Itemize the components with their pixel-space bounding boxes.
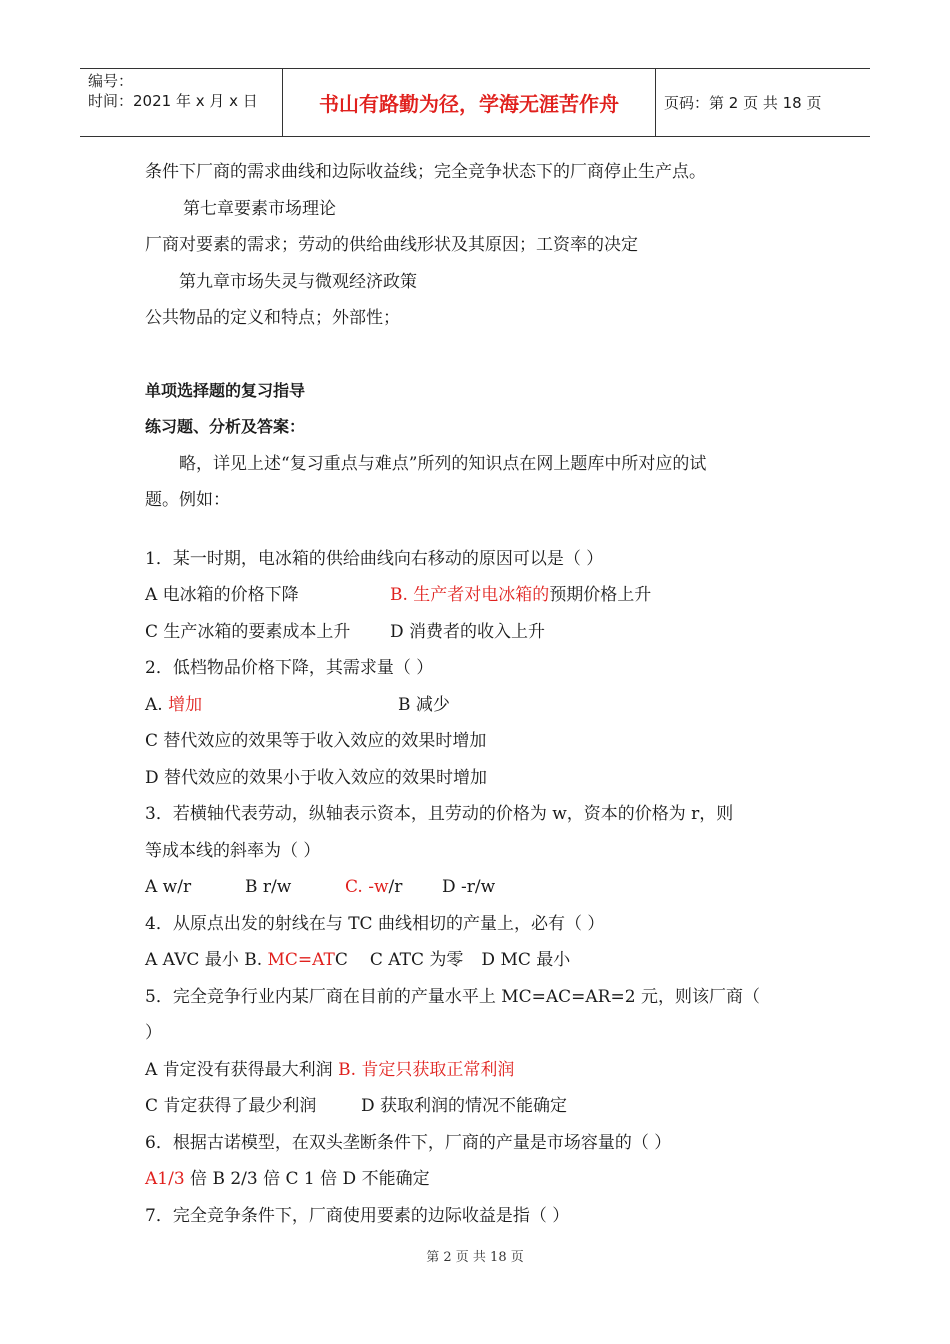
question-stem: ） [145, 1023, 162, 1043]
option-a: A w/r [145, 877, 192, 897]
option-c: C ATC 为零 [369, 950, 464, 970]
section-heading: 单项选择题的复习指导 [145, 380, 306, 400]
option-a-answer: A1/3 [145, 1169, 185, 1189]
question-options [145, 869, 825, 906]
option-b-answer: B. 生产者对电冰箱的 [390, 585, 550, 605]
option-d: D 替代效应的效果小于收入效应的效果时增加 [145, 767, 488, 788]
document-body [145, 154, 825, 1234]
header-motto: 书山有路勤为径，学海无涯苦作舟 [282, 69, 656, 136]
option-a: A 肯定没有获得最大利润 [145, 1059, 339, 1080]
option-a: A AVC 最小 B. [145, 950, 268, 970]
paragraph-line: 题。例如： [145, 490, 230, 510]
question-options [145, 1161, 825, 1198]
question-stem: 6．根据古诺模型，在双头垄断条件下，厂商的产量是市场容量的（ ） [145, 1132, 672, 1153]
option-b: B 减少 [398, 694, 450, 715]
chapter-heading: 第七章要素市场理论 [183, 198, 336, 219]
option-c: C 替代效应的效果等于收入效应的效果时增加 [145, 731, 487, 751]
chapter-heading: 第九章市场失灵与微观经济政策 [179, 271, 417, 292]
question-stem: 5．完全竞争行业内某厂商在目前的产量水平上 MC=AC=AR=2 元，则该厂商（ [145, 986, 760, 1007]
page-header [80, 68, 870, 137]
text-line: 公共物品的定义和特点；外部性； [145, 308, 400, 328]
question-options [145, 1052, 825, 1089]
option-c-rest: /r [388, 877, 403, 897]
question-stem: 3．若横轴代表劳动，纵轴表示资本，且劳动的价格为 w，资本的价格为 r，则 [145, 804, 734, 824]
option-b-answer: MC=AT [267, 950, 335, 970]
question-stem: 4．从原点出发的射线在与 TC 曲线相切的产量上，必有（ ） [145, 913, 605, 934]
option-b-rest: C [334, 950, 348, 970]
option-b-rest: 预期价格上升 [549, 585, 652, 605]
option-a-prefix: A. [145, 694, 169, 715]
options-rest: 倍 B 2/3 倍 C 1 倍 D 不能确定 [184, 1169, 430, 1189]
option-d: D 消费者的收入上升 [390, 621, 546, 642]
question-stem: 1．某一时期，电冰箱的供给曲线向右移动的原因可以是（ ） [145, 548, 604, 569]
option-c: C 肯定获得了最少利润 [145, 1096, 317, 1116]
question-stem: 等成本线的斜率为（ ） [145, 840, 321, 861]
section-heading: 练习题、分析及答案： [145, 417, 306, 436]
option-c: C 生产冰箱的要素成本上升 [145, 621, 351, 642]
question-options [145, 687, 825, 724]
question-options [145, 614, 825, 651]
text-line: 条件下厂商的需求曲线和边际收益线；完全竞争状态下的厂商停止生产点。 [145, 162, 706, 182]
time-label: 时间：2021 年 x 月 x 日 [88, 92, 258, 110]
question-options [145, 577, 825, 614]
option-b-answer: B. 肯定只获取正常利润 [338, 1059, 515, 1080]
option-b: B r/w [245, 877, 292, 897]
question-stem: 7．完全竞争条件下，厂商使用要素的边际收益是指（ ） [145, 1205, 570, 1226]
question-stem: 2．低档物品价格下降，其需求量（ ） [145, 658, 434, 678]
option-a: A 电冰箱的价格下降 [145, 585, 299, 605]
number-label: 编号： [88, 72, 134, 90]
option-c-answer: C. -w [345, 877, 389, 897]
paragraph-line: 略，详见上述“复习重点与难点”所列的知识点在网上题库中所对应的试 [179, 453, 707, 474]
page-footer: 第 2 页 共 18 页 [426, 1250, 524, 1265]
header-page-info: 页码：第 2 页 共 18 页 [664, 94, 822, 112]
header-meta [88, 71, 280, 134]
option-d: D -r/w [442, 877, 496, 897]
question-options [145, 1088, 825, 1125]
option-a-answer: 增加 [168, 694, 203, 715]
text-line: 厂商对要素的需求；劳动的供给曲线形状及其原因；工资率的决定 [145, 235, 638, 255]
option-d: D MC 最小 [481, 950, 571, 970]
question-options [145, 942, 825, 979]
option-d: D 获取利润的情况不能确定 [361, 1096, 568, 1116]
